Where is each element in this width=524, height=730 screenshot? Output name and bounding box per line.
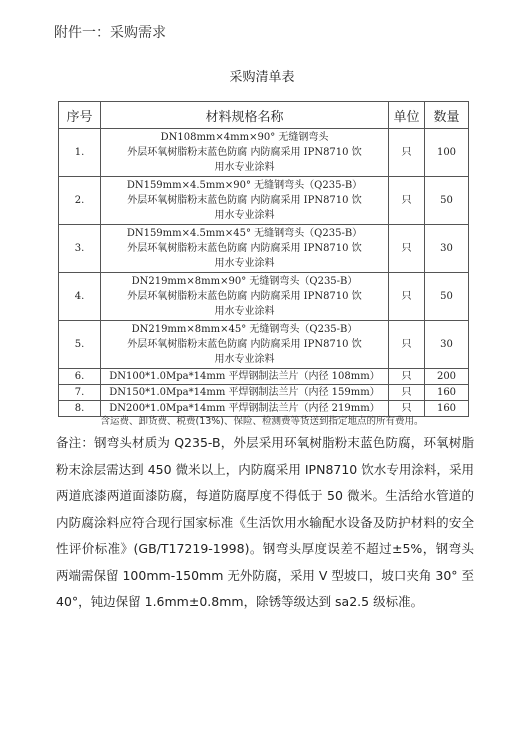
row-qty: 100 [425, 129, 469, 177]
fees-note: 含运费、卸货费、税费(13%)、保险、检测费等货送到指定地点的所有费用。 [100, 416, 424, 427]
table-row [59, 129, 469, 177]
spec-line: 用水专业涂料 [214, 306, 275, 317]
spec-line: 用水专业涂料 [214, 210, 275, 221]
attachment-heading: 附件一：采购需求 [54, 25, 166, 41]
spec-line: DN159mm×4.5mm×45° 无缝钢弯头（Q235-B） [126, 228, 363, 239]
header-qty: 数量 [425, 102, 469, 129]
row-no: 8. [59, 401, 101, 417]
spec-line: DN108mm×4mm×90° 无缝钢弯头 [160, 132, 329, 143]
header-unit: 单位 [389, 102, 425, 129]
spec-line: 用水专业涂料 [214, 258, 275, 269]
spec-line: DN200*1.0Mpa*14mm 平焊钢制法兰片（内径 219mm） [109, 402, 380, 414]
row-qty: 50 [425, 273, 469, 321]
table-row [59, 273, 469, 321]
row-spec [101, 177, 389, 225]
row-qty: 50 [425, 177, 469, 225]
row-spec [101, 273, 389, 321]
row-qty: 160 [425, 385, 469, 401]
spec-line: DN219mm×8mm×45° 无缝钢弯头（Q235-B） [131, 324, 358, 335]
spec-line: DN219mm×8mm×90° 无缝钢弯头（Q235-B） [131, 276, 358, 287]
row-qty: 200 [425, 369, 469, 385]
row-spec [101, 225, 389, 273]
row-no: 6. [59, 369, 101, 385]
table-row [59, 321, 469, 369]
spec-line: DN159mm×4.5mm×90° 无缝钢弯头（Q235-B） [126, 180, 363, 191]
procurement-table [58, 101, 469, 417]
spec-line: DN150*1.0Mpa*14mm 平焊钢制法兰片（内径 159mm） [109, 386, 380, 398]
table-row [59, 369, 469, 385]
row-unit: 只 [389, 385, 425, 401]
header-spec: 材料规格名称 [101, 102, 389, 129]
row-no: 4. [59, 273, 101, 321]
spec-line: 用水专业涂料 [214, 354, 275, 365]
row-no: 3. [59, 225, 101, 273]
row-spec [101, 385, 389, 401]
table-row [59, 225, 469, 273]
row-spec [101, 369, 389, 385]
row-qty: 160 [425, 401, 469, 417]
spec-line: 外层环氧树脂粉末蓝色防腐 内防腐采用 IPN8710 饮 [127, 195, 362, 206]
row-spec [101, 129, 389, 177]
table-title: 采购清单表 [229, 70, 295, 85]
row-qty: 30 [425, 225, 469, 273]
table-row [59, 385, 469, 401]
row-no: 7. [59, 385, 101, 401]
row-spec [101, 321, 389, 369]
remarks-section [56, 430, 474, 616]
spec-line: 用水专业涂料 [214, 162, 275, 173]
spec-line: 外层环氧树脂粉末蓝色防腐 内防腐采用 IPN8710 饮 [127, 243, 362, 254]
row-qty: 30 [425, 321, 469, 369]
row-unit: 只 [389, 273, 425, 321]
row-unit: 只 [389, 177, 425, 225]
row-unit: 只 [389, 225, 425, 273]
row-unit: 只 [389, 401, 425, 417]
row-unit: 只 [389, 369, 425, 385]
spec-line: 外层环氧树脂粉末蓝色防腐 内防腐采用 IPN8710 饮 [127, 147, 362, 158]
table-header-row [59, 102, 469, 129]
row-no: 2. [59, 177, 101, 225]
spec-line: 外层环氧树脂粉末蓝色防腐 内防腐采用 IPN8710 饮 [127, 339, 362, 350]
table-row [59, 177, 469, 225]
spec-line: 外层环氧树脂粉末蓝色防腐 内防腐采用 IPN8710 饮 [127, 291, 362, 302]
row-no: 5. [59, 321, 101, 369]
row-unit: 只 [389, 129, 425, 177]
remarks-text: 备注：钢弯头材质为 Q235-B，外层采用环氧树脂粉末蓝色防腐，环氧树脂粉末涂层需达到 450 微米以上，内防腐采用 IPN8710 饮水专用涂料，采用两道底漆两道面漆防腐，每道防腐厚度不得低于 50 微米。生活给水管道的内防腐涂料应符合现行国家标准《生活饮用水输配水设备及防护材料的安全性评价标准》(GB/T17219-1998)。钢弯头厚度误差不超过±5%，钢弯头两端需保留 100mm-150mm 无外防腐，采用 V 型坡口，坡口夹角 30° 至 40°，钝边保留 1.6mm±0.8mm，除锈等级达到 sa2.5 级标准。 [56, 435, 474, 609]
row-no: 1. [59, 129, 101, 177]
row-unit: 只 [389, 321, 425, 369]
header-no: 序号 [59, 102, 101, 129]
spec-line: DN100*1.0Mpa*14mm 平焊钢制法兰片（内径 108mm） [109, 370, 380, 382]
